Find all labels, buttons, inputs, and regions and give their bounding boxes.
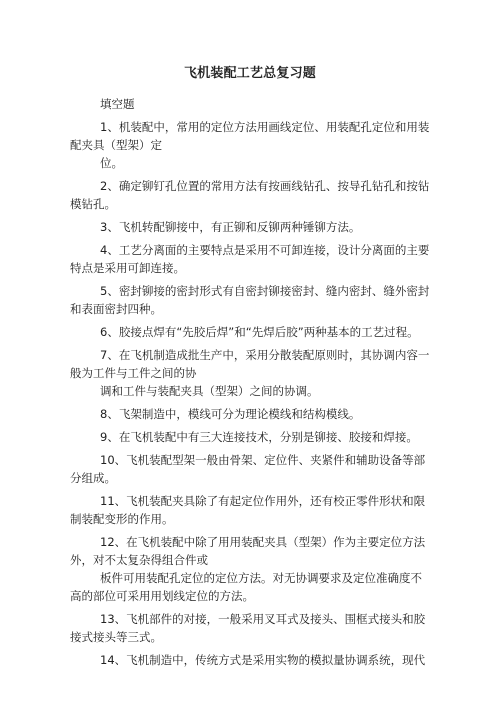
text-line: 7、在飞机制造成批生产中，采用分散装配原则时，其协调内容一	[100, 348, 430, 362]
text-line: 5、密封铆接的密封形式有自密封铆接密封、缝内密封、缝外密封	[100, 284, 430, 298]
text-line: 11、飞机装配夹具除了有起定位作用外，还有校正零件形状和限	[100, 494, 426, 508]
text-line: 和表面密封四种。	[70, 302, 162, 316]
text-line: 10、飞机装配型架一般由骨架、定位件、夹紧件和辅助设备等部	[100, 453, 426, 467]
text-line: 位。	[100, 156, 123, 170]
text-line: 6、胶接点焊有“先胶后焊”和“先焊后胶”两种基本的工艺过程。	[100, 325, 419, 339]
text-line: 8、飞架制造中，模线可分为理论模线和结构模线。	[100, 407, 361, 421]
text-line: 14、飞机制造中，传统方式是采用实物的模拟量协调系统，现代	[100, 653, 426, 667]
text-line: 9、在飞机装配中有三大连接技术，分别是铆接、胶接和焊接。	[100, 430, 418, 444]
text-line: 4、工艺分离面的主要特点是采用不可卸连接，设计分离面的主要	[100, 243, 430, 257]
text-line: 2、确定铆钉孔位置的常用方法有按画线钻孔、按导孔钻孔和按钻	[100, 179, 430, 193]
text-line: 13、飞机部件的对接，一般采用叉耳式及接头、围框式接头和胶	[100, 612, 426, 626]
text-line: 接式接头等三式。	[70, 630, 162, 644]
text-line: 配夹具（型架）定	[70, 138, 162, 152]
text-line: 分组成。	[70, 471, 116, 485]
text-line: 12、在飞机装配中除了用用装配夹具（型架）作为主要定位方法	[100, 535, 426, 549]
text-line: 板件可用装配孔定位的定位方法。对无协调要求及定位准确度不	[100, 571, 422, 585]
text-line: 制装配变形的作用。	[70, 512, 174, 526]
text-line: 模钻孔。	[70, 197, 116, 211]
text-line: 3、飞机转配铆接中，有正铆和反铆两种锤铆方法。	[100, 220, 361, 234]
text-line: 调和工件与装配夹具（型架）之间的协调。	[100, 384, 319, 398]
text-line: 高的部位可采用用划线定位的方法。	[70, 589, 254, 603]
text-line: 特点是采用可卸连接。	[70, 261, 185, 275]
text-line: 般为工件与工件之间的协	[70, 366, 197, 380]
text-line: 1、机装配中，常用的定位方法用画线定位、用装配孔定位和用装	[100, 120, 430, 134]
text-line: 外，对不太复杂得组合件或	[70, 553, 208, 567]
section-heading: 填空题	[100, 97, 135, 111]
page-title: 飞机装配工艺总复习题	[183, 66, 316, 81]
